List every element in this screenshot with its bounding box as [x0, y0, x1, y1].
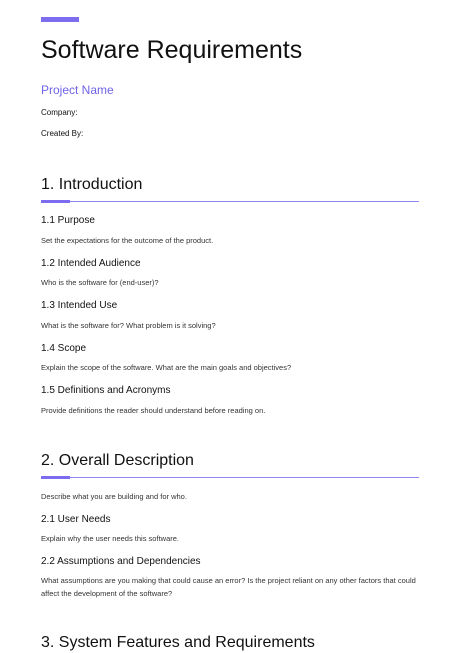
- subsection-heading-purpose: 1.1 Purpose: [41, 215, 95, 226]
- subsection-heading-assumptions: 2.2 Assumptions and Dependencies: [41, 556, 201, 567]
- subsection-heading-scope: 1.4 Scope: [41, 343, 87, 354]
- subsection-text-user-needs: Explain why the user needs this software.: [41, 534, 179, 543]
- subsection-heading-intended-use: 1.3 Intended Use: [41, 300, 118, 311]
- document-title: Software Requirements: [41, 36, 303, 64]
- section-divider: [41, 477, 419, 478]
- section-divider-accent: [41, 200, 70, 203]
- project-name: Project Name: [41, 83, 114, 97]
- section-heading-introduction: 1. Introduction: [41, 176, 143, 193]
- subsection-text-definitions: Provide definitions the reader should understand before reading on.: [41, 406, 266, 415]
- section-divider-accent: [41, 476, 70, 479]
- subsection-heading-definitions: 1.5 Definitions and Acronyms: [41, 385, 171, 396]
- subsection-heading-user-needs: 2.1 User Needs: [41, 514, 111, 525]
- subsection-text-scope: Explain the scope of the software. What are the main goals and objectives?: [41, 363, 292, 372]
- subsection-heading-intended-audience: 1.2 Intended Audience: [41, 258, 141, 269]
- created-by-label: Created By:: [41, 129, 84, 138]
- company-label: Company:: [41, 108, 78, 117]
- subsection-text-assumptions: What assumptions are you making that could cause an error? Is the project reliant on any other factors that could affect the development of the software?: [41, 576, 416, 598]
- section-intro-overall-description: Describe what you are building and for who.: [41, 492, 187, 501]
- section-heading-system-features: 3. System Features and Requirements: [41, 634, 315, 651]
- subsection-text-intended-use: What is the software for? What problem is it solving?: [41, 321, 216, 330]
- section-heading-overall-description: 2. Overall Description: [41, 452, 194, 469]
- subsection-text-intended-audience: Who is the software for (end-user)?: [41, 278, 159, 287]
- title-accent-bar: [41, 17, 79, 22]
- section-divider: [41, 201, 419, 202]
- subsection-text-purpose: Set the expectations for the outcome of the product.: [41, 236, 214, 245]
